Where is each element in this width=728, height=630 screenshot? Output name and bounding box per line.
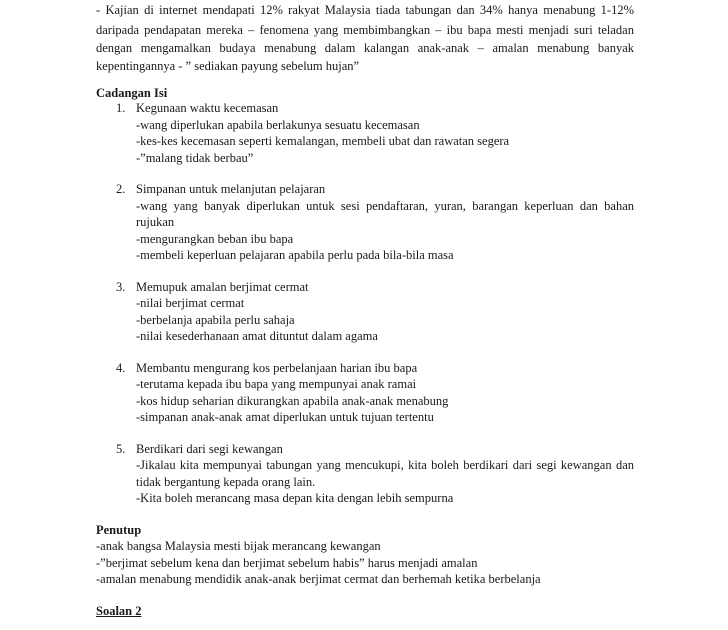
item-title: Membantu mengurang kos perbelanjaan harian ibu bapa bbox=[136, 361, 418, 375]
item-title: Berdikari dari segi kewangan bbox=[136, 442, 283, 456]
item-point: rujukan bbox=[136, 215, 175, 229]
item-point: -”malang tidak berbau” bbox=[136, 151, 254, 165]
penutup-line: -”berjimat sebelum kena dan berjimat sebelum habis” harus menjadi amalan bbox=[96, 556, 478, 570]
intro-line-1: - Kajian di internet mendapati 12% rakyat Malaysia tiada tabungan dan 34% hanya menabung 1-12% bbox=[96, 3, 634, 17]
item-title: Kegunaan waktu kecemasan bbox=[136, 101, 279, 115]
cadangan-heading: Cadangan Isi bbox=[96, 86, 168, 100]
penutup-heading: Penutup bbox=[96, 523, 142, 537]
item-point: -kes-kes kecemasan seperti kemalangan, membeli ubat dan rawatan segera bbox=[136, 134, 510, 148]
item-number: 2. bbox=[116, 182, 126, 196]
item-number: 1. bbox=[116, 101, 126, 115]
item-number: 5. bbox=[116, 442, 126, 456]
item-point: -membeli keperluan pelajaran apabila perlu pada bila-bila masa bbox=[136, 248, 454, 262]
item-point: -kos hidup seharian dikurangkan apabila anak-anak menabung bbox=[136, 394, 449, 408]
soalan-heading: Soalan 2 bbox=[96, 604, 142, 618]
item-title: Simpanan untuk melanjutan pelajaran bbox=[136, 182, 326, 196]
item-point: -wang diperlukan apabila berlakunya sesuatu kecemasan bbox=[136, 118, 420, 132]
intro-line-2: daripada pendapatan mereka – fenomena yang membimbangkan – ibu bapa mesti menjadi suri teladan bbox=[96, 23, 634, 37]
intro-line-3: dengan mengamalkan budaya menabung dalam kalangan anak-anak – amalan menabung banyak bbox=[96, 41, 634, 55]
item-point: -berbelanja apabila perlu sahaja bbox=[136, 313, 295, 327]
item-point: -wang yang banyak diperlukan untuk sesi pendaftaran, yuran, barangan keperluan dan bahan bbox=[136, 199, 634, 213]
item-point: -simpanan anak-anak amat diperlukan untuk tujuan tertentu bbox=[136, 410, 434, 424]
item-point: tidak bergantung kepada orang lain. bbox=[136, 475, 316, 489]
penutup-line: -anak bangsa Malaysia mesti bijak merancang kewangan bbox=[96, 539, 381, 553]
item-number: 3. bbox=[116, 280, 126, 294]
item-point: -nilai kesederhanaan amat dituntut dalam agama bbox=[136, 329, 378, 343]
item-number: 4. bbox=[116, 361, 126, 375]
item-title: Memupuk amalan berjimat cermat bbox=[136, 280, 309, 294]
item-point: -mengurangkan beban ibu bapa bbox=[136, 232, 294, 246]
item-point: -Jikalau kita mempunyai tabungan yang mencukupi, kita boleh berdikari dari segi kewangan dan bbox=[136, 458, 634, 472]
item-point: -terutama kepada ibu bapa yang mempunyai anak ramai bbox=[136, 377, 417, 391]
item-point: -Kita boleh merancang masa depan kita dengan lebih sempurna bbox=[136, 491, 454, 505]
item-point: -nilai berjimat cermat bbox=[136, 296, 245, 310]
penutup-line: -amalan menabung mendidik anak-anak berjimat cermat dan berhemah ketika berbelanja bbox=[96, 572, 541, 586]
intro-line-4: kepentingannya - ” sediakan payung sebelum hujan” bbox=[96, 59, 360, 73]
